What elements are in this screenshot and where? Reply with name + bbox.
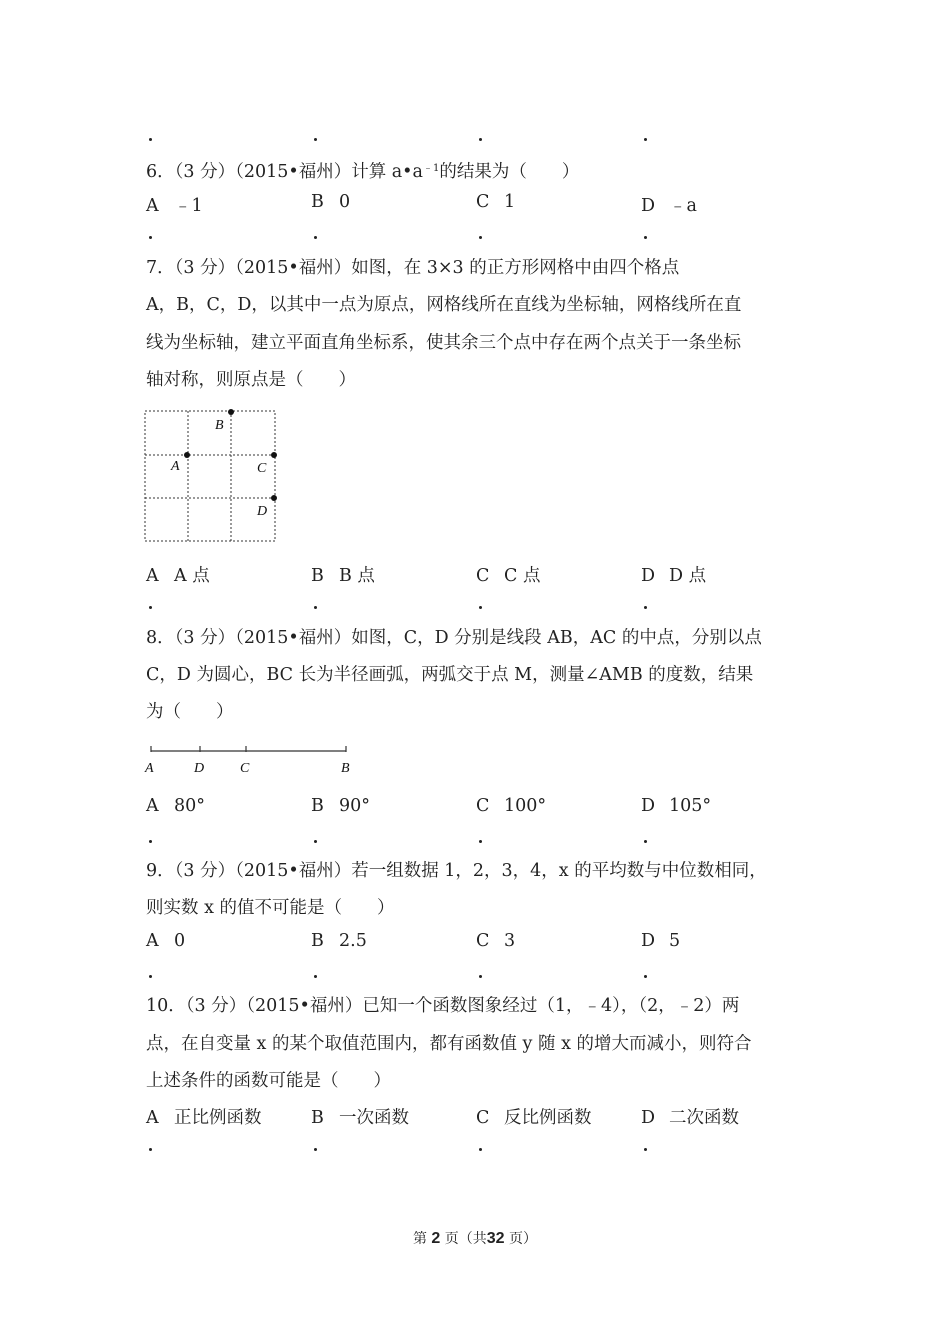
option-dots-row [146, 138, 826, 150]
page-number: 2 [431, 1230, 441, 1247]
option-dots-row [146, 236, 826, 248]
option-d[interactable]: D ﹣a [641, 196, 697, 216]
question-7-line-4: 轴对称，则原点是（ ） [146, 370, 356, 390]
question-8-line-1: 8．（3 分）（2015•福州）如图，C，D 分别是线段 AB，AC 的中点，分别以点 [146, 628, 762, 648]
option-dots-row [146, 1148, 826, 1160]
option-d[interactable]: D 5 [641, 931, 681, 951]
option-dots-row [146, 840, 826, 852]
option-dots-row [146, 975, 826, 987]
label-b: B [215, 418, 224, 433]
option-b[interactable]: B 一次函数 [311, 1108, 409, 1128]
option-c[interactable]: C 1 [476, 192, 516, 212]
option-d[interactable]: D 105° [641, 796, 712, 816]
segment-figure [143, 742, 363, 778]
label-a: A [145, 761, 154, 776]
grid-figure [143, 408, 283, 548]
question-9-options [146, 931, 826, 955]
option-a[interactable]: A ﹣1 [146, 196, 203, 216]
option-b[interactable]: B 0 [311, 192, 351, 212]
page-footer: 第 2 页（共32 页） [412, 1230, 538, 1247]
option-a[interactable]: A 0 [146, 931, 186, 951]
question-9-line-2: 则实数 x 的值不可能是（ ） [146, 898, 395, 918]
option-b[interactable]: B B 点 [311, 566, 375, 586]
question-8-line-2: C，D 为圆心，BC 长为半径画弧，两弧交于点 M，测量∠AMB 的度数，结果 [146, 665, 754, 685]
question-7-line-1: 7．（3 分）（2015•福州）如图，在 3×3 的正方形网格中由四个格点 [146, 258, 680, 278]
option-c[interactable]: C C 点 [476, 566, 541, 586]
question-10-options [146, 1104, 826, 1128]
label-d: D [257, 504, 268, 519]
label-c: C [240, 761, 250, 776]
label-a: A [171, 459, 180, 474]
point-b-dot [228, 409, 234, 415]
point-a-dot [184, 452, 190, 458]
option-a[interactable]: A A 点 [146, 566, 210, 586]
option-d[interactable]: D 二次函数 [641, 1108, 739, 1128]
question-7-line-2: A，B，C，D，以其中一点为原点，网格线所在直线为坐标轴，网格线所在直 [146, 295, 742, 315]
option-dots-row [146, 606, 826, 618]
question-10-line-1: 10．（3 分）（2015•福州）已知一个函数图象经过（1，﹣4），（2，﹣2）两 [146, 996, 740, 1016]
option-b[interactable]: B 2.5 [311, 931, 367, 951]
question-8-line-3: 为（ ） [146, 702, 234, 722]
label-b: B [341, 761, 350, 776]
question-6-text: 6．（3 分）（2015•福州）计算 $a•a^{﹣1}$的结果为（ ） [146, 162, 580, 182]
question-7-options [146, 562, 826, 586]
question-6-options [146, 192, 826, 216]
option-d[interactable]: D D 点 [641, 566, 707, 586]
option-c[interactable]: C 3 [476, 931, 516, 951]
question-7-line-3: 线为坐标轴，建立平面直角坐标系，使其余三个点中存在两个点关于一条坐标 [146, 333, 741, 353]
option-b[interactable]: B 90° [311, 796, 371, 816]
question-10-line-2: 点，在自变量 x 的某个取值范围内，都有函数值 y 随 x 的增大而减小，则符合 [146, 1034, 752, 1054]
option-a[interactable]: A 正比例函数 [146, 1108, 262, 1128]
question-8-options [146, 796, 826, 820]
point-c-dot [271, 452, 277, 458]
label-c: C [257, 461, 267, 476]
label-d: D [194, 761, 205, 776]
page-total: 32 [486, 1230, 505, 1247]
question-9-line-1: 9．（3 分）（2015•福州）若一组数据 1，2，3，4，x 的平均数与中位数相同， [146, 861, 767, 881]
point-d-dot [271, 495, 277, 501]
option-c[interactable]: C 反比例函数 [476, 1108, 592, 1128]
question-10-line-3: 上述条件的函数可能是（ ） [146, 1071, 391, 1091]
option-a[interactable]: A 80° [146, 796, 206, 816]
option-c[interactable]: C 100° [476, 796, 547, 816]
